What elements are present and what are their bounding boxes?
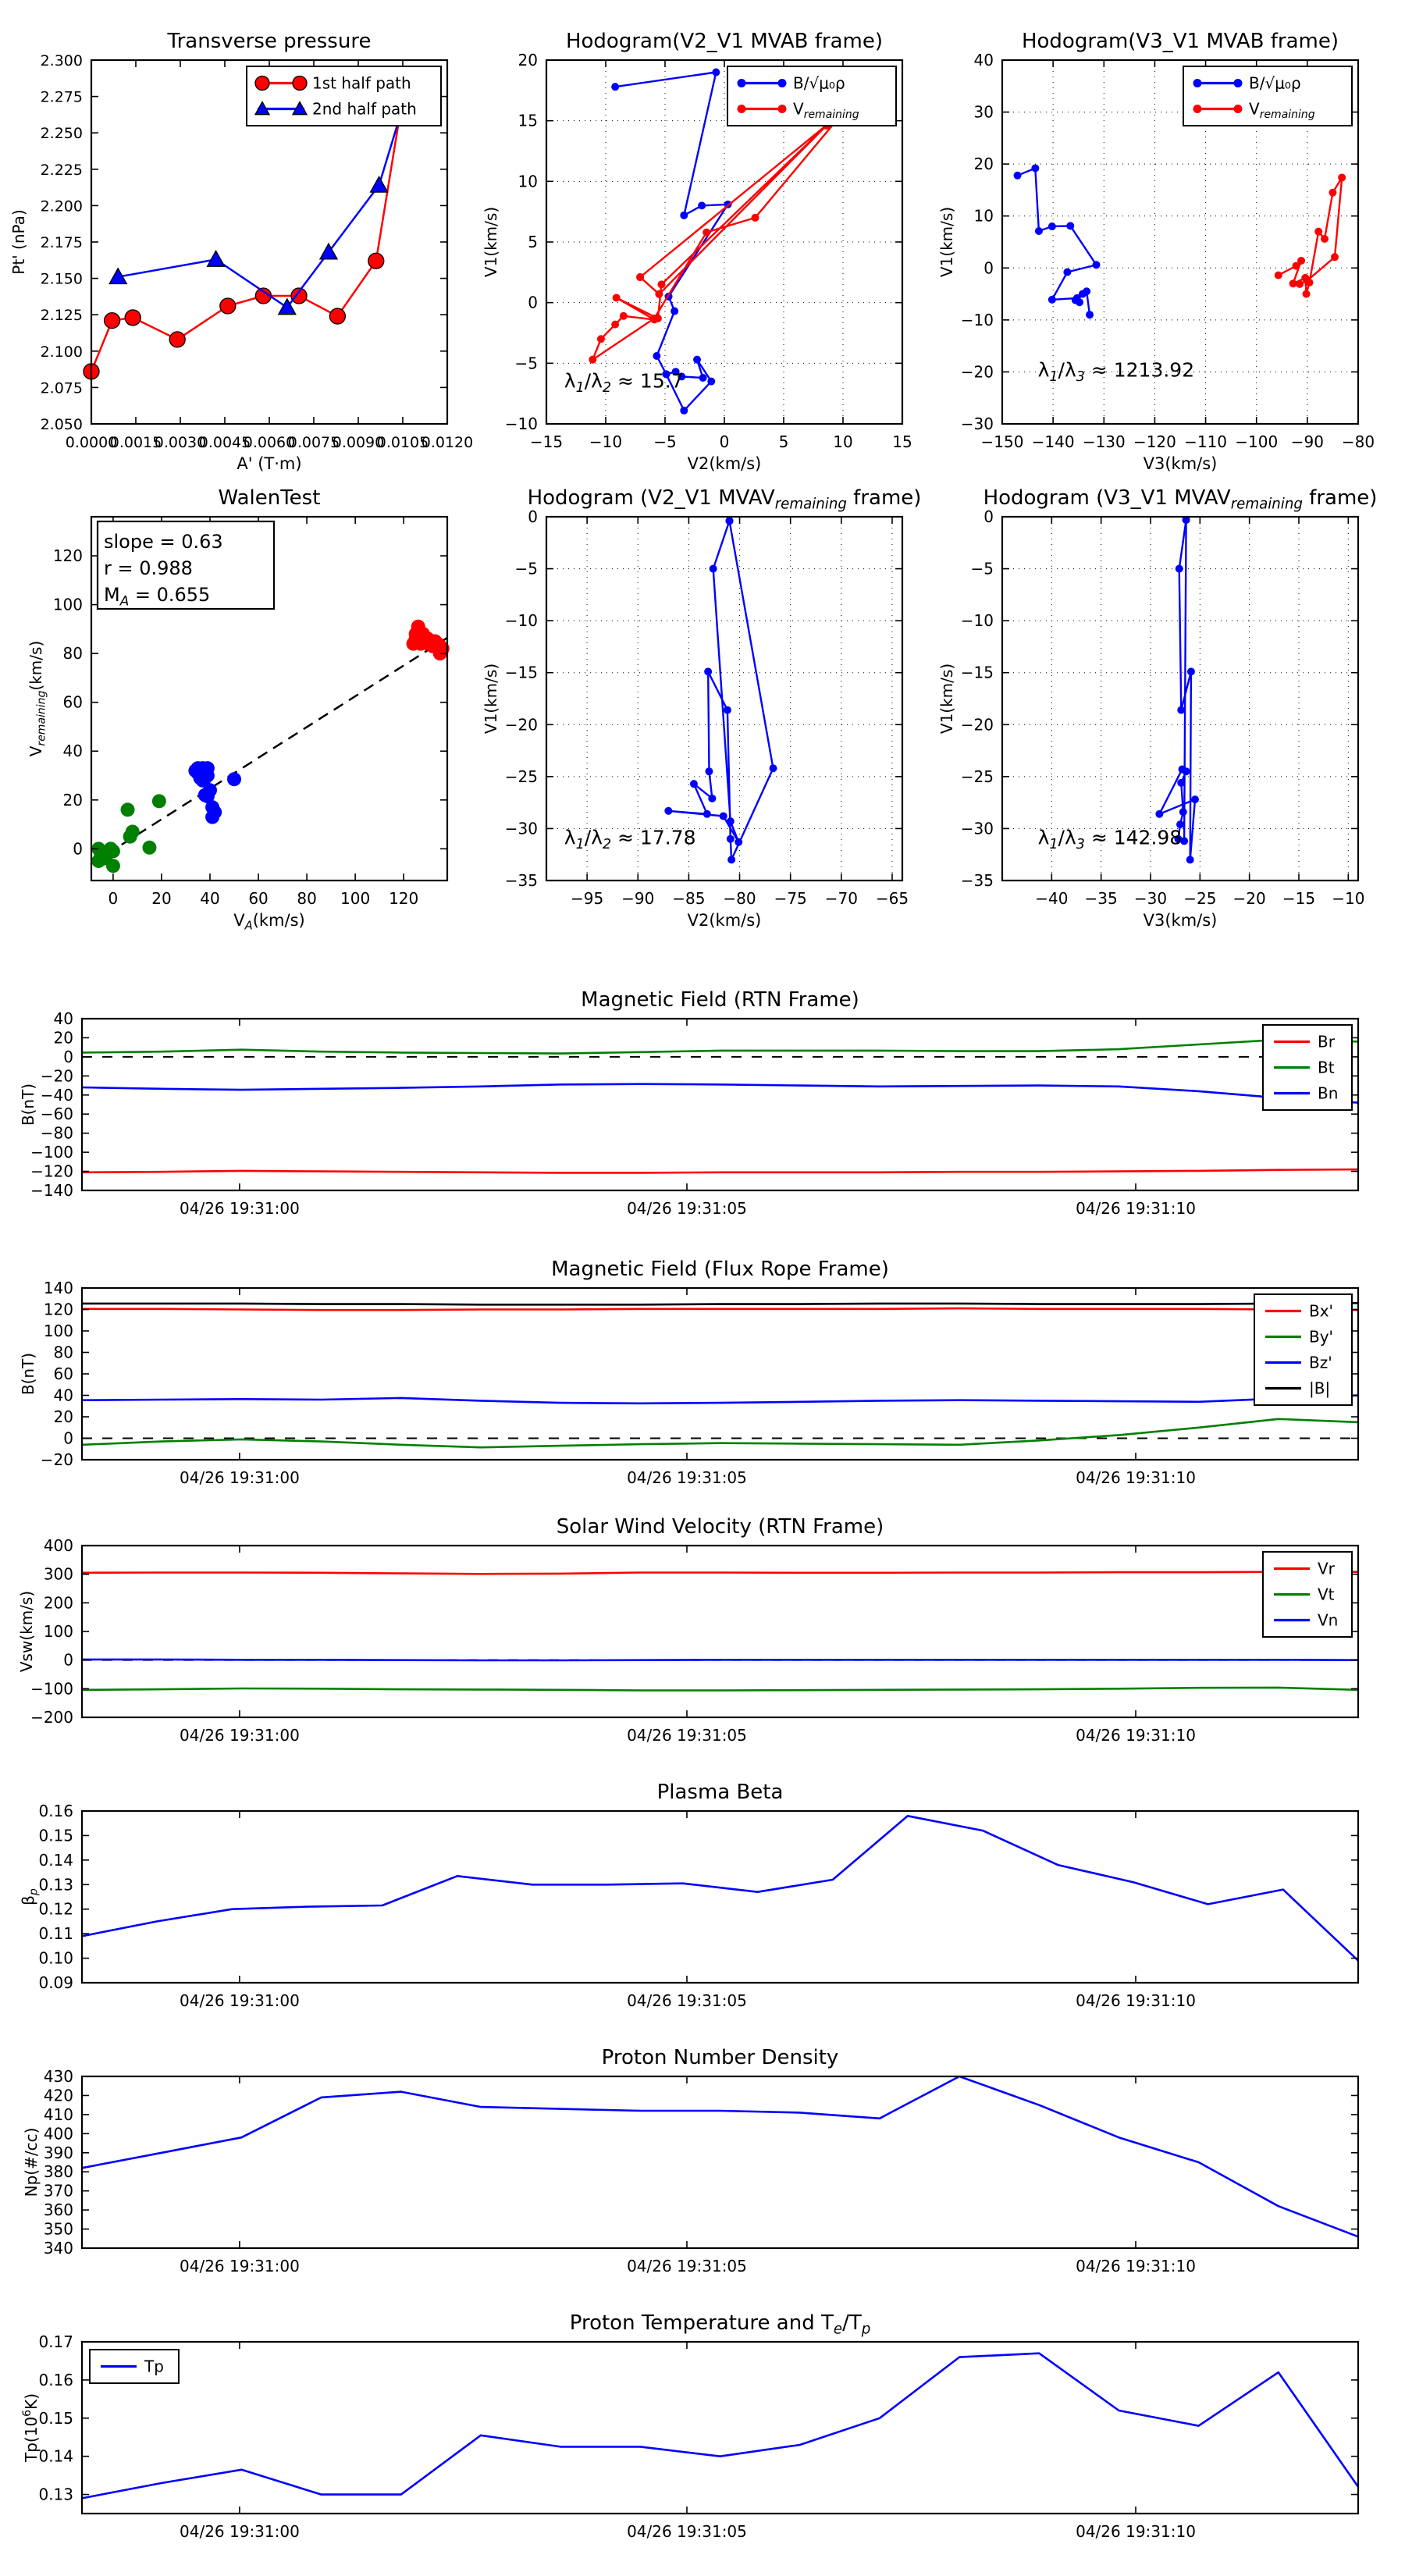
- y-tick-label: 20: [518, 51, 538, 69]
- x-tick-label: 04/26 19:31:05: [627, 1726, 747, 1745]
- x-tick-label: −15: [1282, 889, 1316, 908]
- panel-p7-svg: [19, 988, 1358, 1218]
- panel-p2-svg: [482, 30, 912, 473]
- y-tick-label: 2.075: [40, 379, 83, 397]
- x-tick-label: 04/26 19:31:05: [627, 2257, 747, 2275]
- y-tick-label: 2.200: [40, 197, 83, 215]
- x-tick-label: 04/26 19:31:05: [627, 2522, 747, 2541]
- y-tick-label: 0: [984, 258, 994, 278]
- x-tick-label: 80: [297, 889, 317, 908]
- legend-item-label: Bt: [1318, 1058, 1335, 1077]
- stats-line: $M_A = 0.655$: [104, 584, 211, 609]
- x-tick-label: −20: [1232, 889, 1266, 908]
- y-tick-label: 100: [52, 595, 83, 614]
- x-tick-label: −75: [774, 889, 807, 908]
- x-tick-label: −110: [1184, 432, 1228, 451]
- x-axis-label: V3(km/s): [1143, 454, 1218, 473]
- y-tick-label: −35: [960, 871, 994, 890]
- series-cluster-blue-markers: [188, 761, 241, 824]
- ticks: [30, 1009, 1358, 1218]
- y-axis-label: $V_{remaining}(km/s)$: [27, 640, 48, 757]
- y-tick-label: 40: [53, 1386, 73, 1405]
- x-tick-label: −90: [1290, 432, 1324, 451]
- y-tick-label: 0.15: [38, 2408, 73, 2428]
- x-tick-label: 5: [778, 432, 789, 451]
- legend-item-label: $V_{remaining}$: [793, 99, 859, 121]
- y-axis-label: V1(km/s): [482, 663, 500, 735]
- series-Np-line: [82, 2076, 1358, 2236]
- series-Bmag-line: [82, 1303, 1358, 1304]
- stats-line: r = 0.988: [104, 557, 193, 579]
- y-tick-label: 2.275: [40, 88, 83, 106]
- y-axis-label: V1(km/s): [937, 206, 956, 278]
- series-V-hodogram-markers: [1155, 516, 1199, 863]
- panel-title: Hodogram(V2_V1 MVAB frame): [565, 30, 884, 53]
- y-tick-label: 30: [973, 102, 994, 122]
- series-2nd-half-path-markers: [109, 109, 408, 315]
- y-tick-label: −10: [504, 611, 538, 631]
- legend-item-label: Vr: [1318, 1559, 1335, 1578]
- axes-frame: [82, 1288, 1358, 1460]
- legend-item-label: |B|: [1309, 1379, 1331, 1398]
- series-V-remaining-line: [592, 110, 845, 360]
- panel-p12-svg: [21, 2311, 1358, 2541]
- panel-p3-svg: [937, 30, 1375, 473]
- x-axis-label: A' (T·m): [237, 454, 302, 473]
- y-tick-label: −5: [514, 559, 538, 578]
- x-tick-label: 120: [389, 889, 419, 908]
- series-2nd-half-path-line: [118, 117, 400, 308]
- y-tick-label: 2.225: [40, 161, 83, 179]
- x-tick-label: 40: [200, 889, 220, 908]
- series-fit-line-line: [91, 638, 447, 864]
- stats-box: [98, 521, 274, 609]
- y-tick-label: 0: [528, 293, 538, 312]
- y-tick-label: 0.16: [38, 2370, 73, 2389]
- legend-p2: [727, 66, 896, 126]
- legend-p7: [1263, 1025, 1352, 1110]
- x-tick-label: 15: [892, 432, 912, 451]
- y-tick-label: 0: [984, 507, 994, 526]
- panel-title: Magnetic Field (Flux Rope Frame): [551, 1258, 889, 1281]
- panel-title: Proton Temperature and $T_e/T_p$: [569, 2311, 871, 2338]
- y-tick-label: −20: [960, 362, 994, 382]
- y-tick-label: 380: [43, 2162, 73, 2182]
- ticks: [44, 2067, 1358, 2275]
- series-Bx'-line: [82, 1308, 1358, 1310]
- y-tick-label: 2.150: [40, 270, 83, 288]
- panel-p11-svg: [22, 2046, 1358, 2275]
- y-tick-label: 390: [43, 2143, 73, 2162]
- y-tick-label: 300: [43, 1564, 73, 1584]
- x-tick-label: −35: [1084, 889, 1118, 908]
- y-tick-label: 0.13: [38, 2485, 73, 2504]
- annotation: $\lambda_1/\lambda_3 \approx 1213.92$: [1037, 358, 1195, 385]
- legend-item-label: Br: [1318, 1032, 1335, 1051]
- y-tick-label: 2.250: [40, 125, 83, 143]
- x-tick-label: −65: [875, 889, 909, 908]
- panel-title: Hodogram (V2_V1 $MVAV_{remaining}$ frame): [527, 486, 922, 513]
- y-tick-label: 0.16: [38, 1802, 73, 1820]
- y-tick-label: 0.17: [38, 2332, 73, 2351]
- y-tick-label: −30: [504, 819, 538, 838]
- x-tick-label: 04/26 19:31:05: [627, 1991, 747, 2010]
- x-tick-label: 04/26 19:31:00: [180, 2522, 300, 2541]
- x-tick-label: −15: [529, 432, 564, 451]
- x-tick-label: −10: [1332, 889, 1365, 908]
- annotation: $\lambda_1/\lambda_2 \approx 17.78$: [564, 826, 696, 852]
- x-tick-label: 0.0090: [332, 434, 385, 451]
- y-tick-label: 40: [62, 742, 83, 761]
- series-B-alfven-markers: [611, 69, 731, 415]
- y-tick-label: 420: [43, 2086, 73, 2105]
- y-tick-label: −100: [30, 1143, 73, 1162]
- series-Vt-line: [82, 1688, 1358, 1691]
- series-By'-line: [82, 1419, 1358, 1447]
- series-V-remaining-markers: [1275, 173, 1346, 297]
- y-tick-label: 2.100: [40, 343, 83, 361]
- x-tick-label: −140: [1031, 432, 1075, 451]
- legend-item-label: B/√μ₀ρ: [793, 73, 845, 93]
- legend-p3: [1183, 66, 1352, 126]
- y-tick-label: −5: [970, 559, 994, 578]
- x-tick-label: −5: [653, 432, 677, 451]
- x-tick-label: 0: [108, 889, 119, 908]
- x-tick-label: −90: [621, 889, 655, 908]
- x-tick-label: −100: [1235, 432, 1279, 451]
- y-tick-label: 360: [43, 2201, 73, 2220]
- y-tick-label: 0: [528, 507, 538, 526]
- y-tick-label: 20: [53, 1028, 73, 1048]
- legend-p12: [90, 2350, 179, 2383]
- y-tick-label: 400: [43, 2124, 73, 2144]
- legend-item-label: Bz': [1309, 1353, 1332, 1372]
- y-tick-label: 15: [518, 111, 538, 130]
- y-tick-label: −30: [960, 415, 994, 433]
- y-tick-label: −140: [30, 1181, 73, 1200]
- y-tick-label: −120: [30, 1162, 73, 1181]
- series-Bz'-line: [82, 1396, 1358, 1404]
- y-tick-label: 10: [518, 172, 538, 191]
- x-tick-label: −30: [1133, 889, 1168, 908]
- x-tick-label: 0: [719, 432, 730, 451]
- y-tick-label: −20: [40, 1450, 73, 1469]
- y-tick-label: 430: [43, 2067, 73, 2086]
- x-axis-label: V2(km/s): [687, 454, 762, 473]
- y-tick-label: −20: [40, 1066, 73, 1086]
- legend-item-label: 2nd half path: [312, 99, 417, 119]
- y-tick-label: 200: [43, 1593, 73, 1613]
- y-tick-label: 60: [62, 692, 83, 712]
- x-tick-label: 04/26 19:31:00: [180, 1468, 300, 1487]
- y-tick-label: 2.125: [40, 307, 83, 325]
- axes-frame: [82, 1811, 1358, 1983]
- axes-frame: [82, 2076, 1358, 2248]
- x-tick-label: 20: [151, 889, 172, 908]
- legend-item-label: Bn: [1318, 1083, 1339, 1103]
- x-tick-label: 10: [833, 432, 853, 451]
- y-tick-label: −10: [960, 611, 994, 631]
- x-tick-label: 60: [248, 889, 269, 908]
- y-tick-label: −10: [960, 310, 994, 329]
- ticks: [38, 2332, 1358, 2541]
- y-tick-label: −25: [504, 767, 538, 786]
- legend-item-label: 1st half path: [312, 73, 411, 93]
- panel-title: Hodogram (V3_V1 $MVAV_{remaining}$ frame): [983, 486, 1378, 513]
- x-tick-label: 04/26 19:31:05: [627, 1468, 747, 1487]
- y-tick-label: 120: [43, 1300, 73, 1319]
- y-axis-label: B(nT): [19, 1083, 37, 1126]
- x-tick-label: −150: [980, 432, 1024, 451]
- x-tick-label: 04/26 19:31:00: [180, 1199, 300, 1218]
- y-tick-label: −200: [30, 1708, 73, 1727]
- x-axis-label: $V_A(km/s)$: [233, 911, 305, 933]
- y-tick-label: 0.12: [38, 1899, 73, 1919]
- y-tick-label: 0.15: [38, 1826, 73, 1845]
- panel-p4-svg: [27, 486, 447, 933]
- y-tick-label: 0.09: [38, 1973, 73, 1992]
- x-tick-label: 0.0075: [287, 434, 340, 451]
- y-axis-label: V1(km/s): [937, 663, 956, 735]
- y-tick-label: 0: [63, 1429, 73, 1448]
- x-axis-label: V2(km/s): [687, 911, 762, 930]
- x-tick-label: 0.0015: [109, 434, 162, 451]
- series-cluster-green-markers: [91, 794, 166, 873]
- panel-p9-svg: [17, 1515, 1358, 1745]
- y-tick-label: −5: [514, 354, 538, 373]
- x-tick-label: 0.0030: [154, 434, 207, 451]
- x-tick-label: −130: [1082, 432, 1126, 451]
- x-tick-label: 100: [340, 889, 371, 908]
- y-tick-label: 2.050: [40, 416, 83, 433]
- x-axis-label: V3(km/s): [1143, 911, 1218, 930]
- y-axis-label: Pt' (nPa): [9, 209, 28, 275]
- y-tick-label: −30: [960, 819, 994, 838]
- stats-line: slope = 0.63: [104, 531, 223, 553]
- y-tick-label: −10: [504, 415, 538, 433]
- x-tick-label: 04/26 19:31:00: [180, 2257, 300, 2275]
- x-tick-label: 0.0000: [65, 434, 118, 451]
- panel-title: Plasma Beta: [656, 1781, 784, 1804]
- panel-p1-svg: [9, 30, 474, 473]
- annotation: $\lambda_1/\lambda_3 \approx 142.98$: [1037, 826, 1183, 852]
- x-tick-label: 04/26 19:31:10: [1076, 1199, 1196, 1218]
- x-tick-label: 04/26 19:31:10: [1076, 2257, 1196, 2275]
- y-tick-label: 350: [43, 2219, 73, 2239]
- y-tick-label: 0.14: [38, 2446, 73, 2466]
- y-tick-label: 0.13: [38, 1875, 73, 1895]
- x-tick-label: −70: [824, 889, 858, 908]
- series-1st-half-path-line: [91, 116, 400, 372]
- y-tick-label: 20: [62, 790, 83, 809]
- x-tick-label: −80: [723, 889, 756, 908]
- legend-item-label: Tp: [144, 2357, 164, 2376]
- x-tick-label: 04/26 19:31:10: [1076, 1726, 1196, 1745]
- x-tick-label: 0.0120: [421, 434, 474, 451]
- y-tick-label: 120: [52, 546, 83, 566]
- y-tick-label: 0.11: [38, 1924, 73, 1944]
- y-tick-label: −20: [504, 715, 538, 735]
- series-Bt-line: [82, 1040, 1358, 1054]
- x-tick-label: 04/26 19:31:00: [180, 1726, 300, 1745]
- series-Bn-line: [82, 1084, 1358, 1103]
- y-tick-label: 100: [43, 1322, 73, 1340]
- panel-title: Hodogram(V3_V1 MVAB frame): [1021, 30, 1339, 53]
- series-cluster-red-markers: [407, 620, 450, 660]
- y-axis-label: B(nT): [19, 1352, 37, 1396]
- x-tick-label: 0.0105: [376, 434, 429, 451]
- y-tick-label: 100: [43, 1622, 73, 1641]
- y-axis-label: Np(#/cc): [22, 2127, 41, 2197]
- legend-item-label: Vt: [1318, 1585, 1335, 1604]
- series-beta-p-line: [82, 1816, 1358, 1960]
- x-tick-label: 04/26 19:31:00: [180, 1991, 300, 2010]
- legend-item-label: Vn: [1318, 1610, 1339, 1630]
- x-tick-label: −80: [1341, 432, 1375, 451]
- x-tick-label: −120: [1133, 432, 1176, 451]
- x-tick-label: 04/26 19:31:10: [1076, 1468, 1196, 1487]
- y-tick-label: 0: [63, 1047, 73, 1066]
- y-tick-label: 0.10: [38, 1948, 73, 1968]
- y-tick-label: 5: [528, 233, 538, 251]
- panel-p5-svg: [482, 486, 922, 930]
- panel-title: Magnetic Field (RTN Frame): [581, 988, 859, 1012]
- y-tick-label: 80: [53, 1343, 73, 1362]
- x-tick-label: 04/26 19:31:10: [1076, 1991, 1196, 2010]
- panel-title: Proton Number Density: [601, 2046, 839, 2069]
- y-tick-label: −100: [30, 1679, 73, 1699]
- series-Br-line: [82, 1169, 1358, 1172]
- y-tick-label: 10: [973, 206, 994, 226]
- panel-title: WalenTest: [218, 486, 321, 510]
- series-V-hodogram-line: [668, 521, 773, 859]
- y-tick-label: −60: [40, 1105, 73, 1124]
- y-tick-label: 340: [43, 2239, 73, 2258]
- annotation: $\lambda_1/\lambda_2 \approx 15.7$: [564, 369, 684, 396]
- legend-item-label: B/√μ₀ρ: [1249, 73, 1301, 93]
- y-tick-label: 20: [973, 155, 994, 174]
- y-tick-label: 40: [973, 51, 994, 69]
- y-axis-label: $Tp(10^6K)$: [21, 2393, 41, 2463]
- y-tick-label: 2.175: [40, 234, 83, 251]
- ticks: [38, 1802, 1358, 2010]
- y-axis-label: V1(km/s): [482, 206, 500, 278]
- y-tick-label: −25: [960, 767, 994, 786]
- series-Vr-line: [82, 1572, 1358, 1574]
- x-tick-label: −85: [672, 889, 706, 908]
- x-tick-label: −10: [589, 432, 623, 451]
- legend-p9: [1263, 1552, 1352, 1637]
- panel-title: Transverse pressure: [167, 30, 372, 53]
- x-tick-label: 04/26 19:31:05: [627, 1199, 747, 1218]
- panel-title: Solar Wind Velocity (RTN Frame): [556, 1515, 884, 1539]
- y-tick-label: −15: [504, 663, 538, 682]
- axes-frame: [82, 2342, 1358, 2514]
- y-tick-label: 40: [53, 1009, 73, 1028]
- y-tick-label: −40: [40, 1085, 73, 1105]
- y-tick-label: −20: [960, 715, 994, 735]
- y-tick-label: 60: [53, 1364, 73, 1383]
- x-tick-label: 0.0060: [243, 434, 296, 451]
- y-tick-label: 2.300: [40, 52, 83, 69]
- x-tick-label: 04/26 19:31:10: [1076, 2522, 1196, 2541]
- y-tick-label: 0: [73, 839, 83, 859]
- x-tick-label: −95: [571, 889, 604, 908]
- ticks: [30, 1536, 1358, 1745]
- x-tick-label: −25: [1183, 889, 1217, 908]
- y-tick-label: 140: [43, 1279, 73, 1297]
- y-tick-label: 0: [63, 1650, 73, 1670]
- legend-item-label: $V_{remaining}$: [1249, 99, 1315, 121]
- x-tick-label: 0.0045: [198, 434, 251, 451]
- y-tick-label: 400: [43, 1536, 73, 1555]
- y-tick-label: 370: [43, 2181, 73, 2201]
- panel-p8-svg: [19, 1258, 1358, 1487]
- y-tick-label: −35: [504, 871, 538, 890]
- y-tick-label: 0.14: [38, 1850, 73, 1870]
- legend-item-label: By': [1309, 1327, 1334, 1347]
- y-tick-label: 410: [43, 2105, 73, 2124]
- y-tick-label: −80: [40, 1123, 73, 1143]
- y-tick-label: −15: [960, 663, 994, 682]
- legend-item-label: Bx': [1309, 1301, 1334, 1321]
- y-axis-label: $\beta_p$: [19, 1888, 41, 1905]
- legend-p1: [247, 66, 441, 126]
- y-tick-label: 20: [53, 1407, 73, 1426]
- legend-p8: [1254, 1294, 1352, 1405]
- axes-frame: [82, 1019, 1358, 1190]
- series-Tp-line: [82, 2354, 1358, 2499]
- y-tick-label: 80: [62, 644, 83, 664]
- series-1st-half-path-markers: [84, 108, 407, 379]
- y-axis-label: Vsw(km/s): [17, 1590, 36, 1673]
- x-tick-label: −40: [1035, 889, 1069, 908]
- panel-p6-svg: [937, 486, 1378, 930]
